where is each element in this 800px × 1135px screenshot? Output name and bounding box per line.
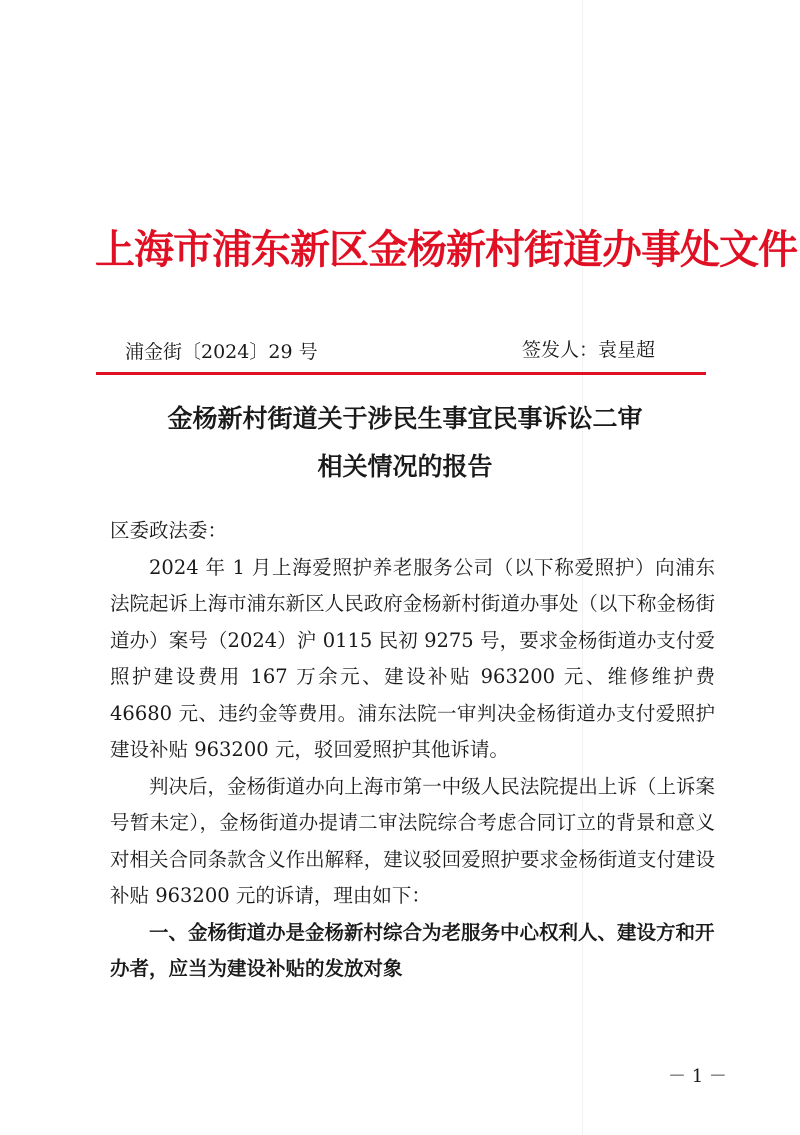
body-paragraph: 判决后，金杨街道办向上海市第一中级人民法院提出上诉（上诉案号暂未定），金杨街道办提请二审法院综合考虑合同订立的背景和意义对相关合同条款含义作出解释，建议驳回爱照护要求金杨街道支付建设补贴 963200 元的诉请，理由如下：	[110, 774, 715, 907]
salutation: 区委政法委：	[110, 519, 228, 542]
page-number: － 1 －	[668, 1066, 727, 1087]
section-heading: 一、金杨街道办是金杨新村综合为老服务中心权利人、建设方和开办者，应当为建设补贴的发放对象	[110, 920, 715, 980]
agency-header-title: 上海市浦东新区金杨新村街道办事处文件	[95, 227, 797, 273]
report-body	[110, 513, 715, 988]
signer: 签发人：袁星超	[522, 339, 656, 361]
report-title	[95, 395, 715, 491]
document-number: 浦金街〔2024〕29 号	[125, 341, 318, 363]
red-divider-line	[96, 372, 706, 375]
report-title-line-1: 金杨新村街道关于涉民生事宜民事诉讼二审	[167, 404, 643, 433]
body-paragraph: 2024 年 1 月上海爱照护养老服务公司（以下称爱照护）向浦东法院起诉上海市浦东新区人民政府金杨新村街道办事处（以下称金杨街道办）案号（2024）沪 0115 民初 9275 号，要求金杨街道办支付爱照护建设费用 167 万余元、建设补贴 963200 元、维修维护费 46680 元、违约金等费用。浦东法院一审判决金杨街道办支付爱照护建设补贴 963200 元，驳回爱照护其他诉请。	[110, 555, 715, 761]
report-title-line-2: 相关情况的报告	[317, 452, 493, 481]
